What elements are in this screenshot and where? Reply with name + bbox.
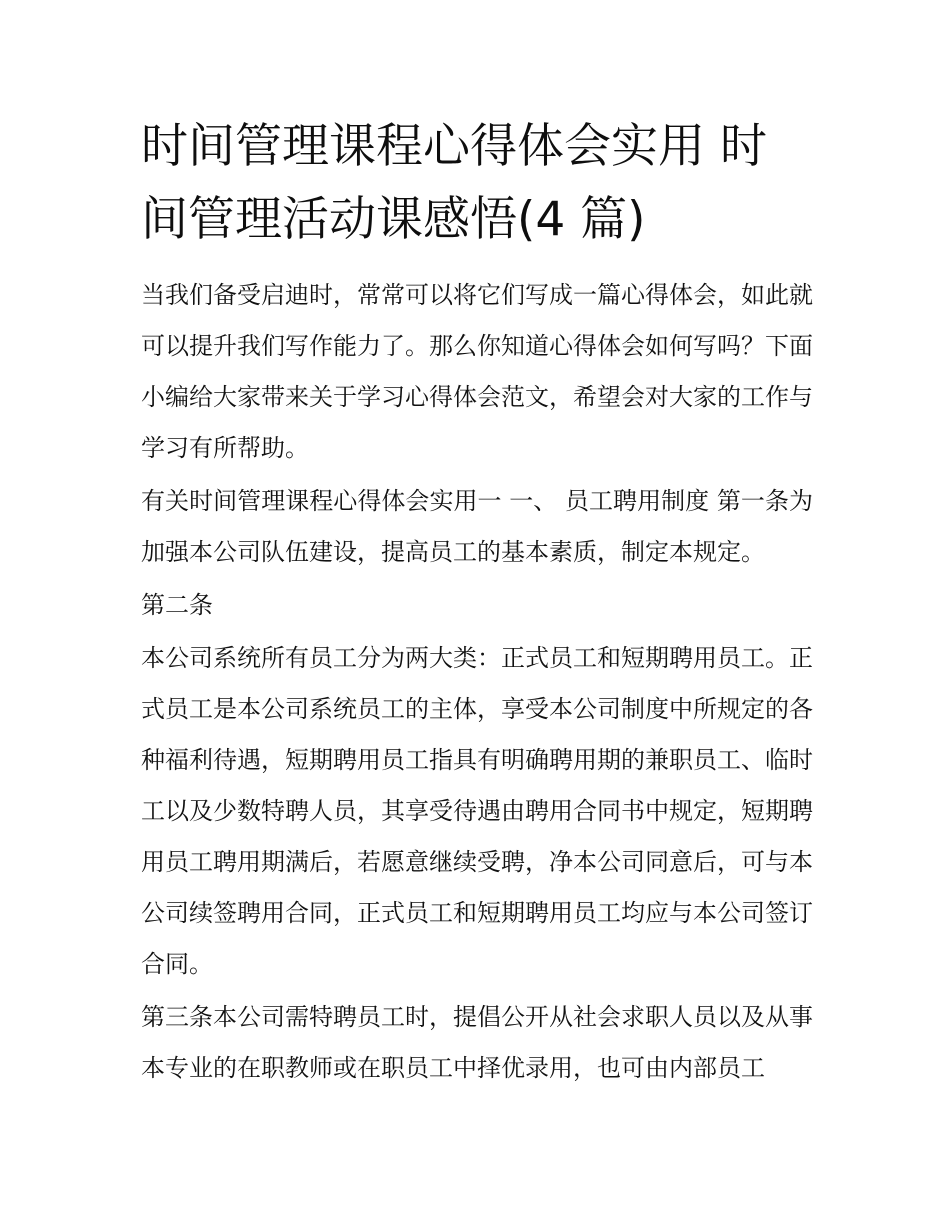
paragraph-article-two-heading: 第二条: [141, 591, 213, 619]
paragraph-article-three: 第三条本公司需特聘员工时，提倡公开从社会求职人员以及从事本专业的在职教师或在职员工中择优录用，也可由内部员工: [141, 1003, 813, 1082]
document-title: 时间管理课程心得体会实用 时间管理活动课感悟(4 篇): [141, 119, 767, 247]
document-content: [141, 110, 813, 1094]
paragraph-employee-categories: 本公司系统所有员工分为两大类：正式员工和短期聘用员工。正式员工是本公司系统员工的主体，享受本公司制度中所规定的各种福利待遇，短期聘用员工指具有明确聘用期的兼职员工、临时工以及少数特聘人员，其享受待遇由聘用合同书中规定，短期聘用员工聘用期满后，若愿意继续受聘，净本公司同意后，可与本公司续签聘用合同，正式员工和短期聘用员工均应与本公司签订合同。: [141, 644, 813, 978]
paragraph-intro: 当我们备受启迪时，常常可以将它们写成一篇心得体会，如此就可以提升我们写作能力了。那么你知道心得体会如何写吗？下面小编给大家带来关于学习心得体会范文，希望会对大家的工作与学习有所帮助。: [141, 281, 813, 462]
paragraph-employment-system: 有关时间管理课程心得体会实用一 一、 员工聘用制度 第一条为加强本公司队伍建设，提高员工的基本素质，制定本规定。: [141, 487, 813, 566]
